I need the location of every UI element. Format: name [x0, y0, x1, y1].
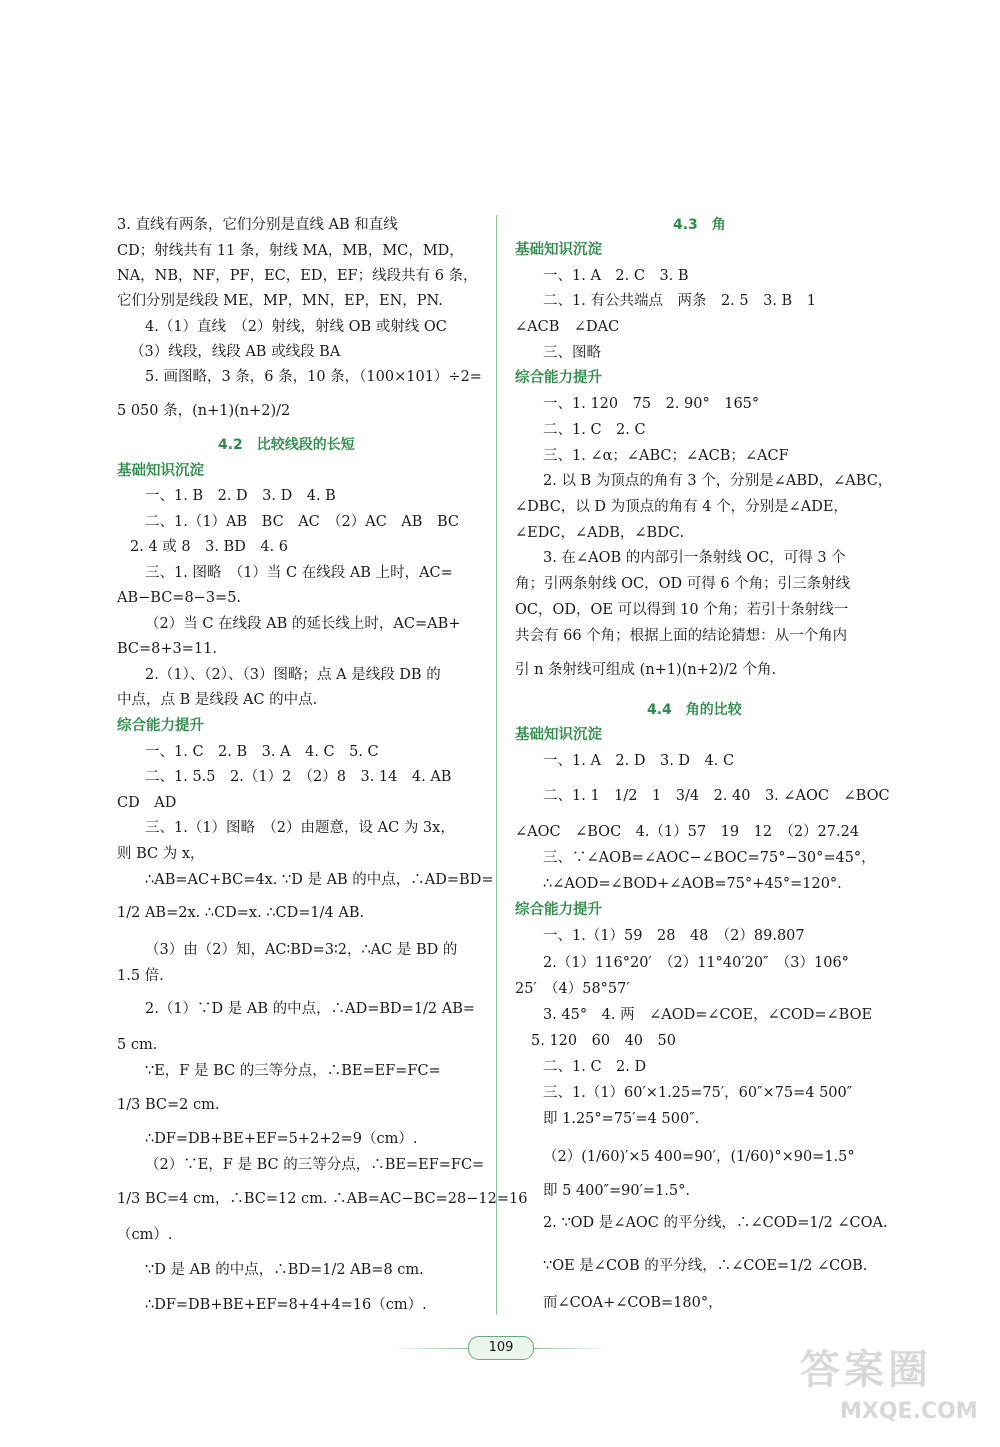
text-line: ∠AOC ∠BOC 4.（1）57 19 12 （2）27.24: [515, 824, 860, 840]
text-line: CD；射线共有 11 条，射线 MA，MB，MC，MD，: [117, 243, 464, 259]
section-heading: 综合能力提升: [515, 370, 602, 386]
text-line: 1/2 AB=2x. ∴CD=x. ∴CD=1/4 AB.: [117, 905, 365, 921]
chapter-heading: 4.2 比较线段的长短: [218, 437, 355, 453]
text-line: 4.（1）直线 （2）射线，射线 OB 或射线 OC: [145, 319, 447, 335]
text-line: （3）由（2）知，AC∶BD=3∶2，∴AC 是 BD 的: [145, 942, 458, 958]
text-line: ∠EDC，∠ADB，∠BDC.: [515, 525, 684, 541]
text-line: 5. 画图略，3 条，6 条，10 条，（100×101）÷2=: [145, 369, 482, 385]
text-line: 共会有 66 个角；根据上面的结论猜想：从一个角内: [515, 628, 848, 644]
text-line: 角；引两条射线 OC，OD 可得 6 个角；引三条射线: [515, 576, 851, 592]
text-line: 3. 直线有两条，它们分别是直线 AB 和直线: [117, 217, 398, 233]
section-heading: 基础知识沉淀: [515, 242, 602, 258]
text-line: 25′ （4）58°57′: [515, 981, 630, 997]
text-line: 二、1.（1）AB BC AC （2）AC AB BC: [145, 514, 459, 530]
text-line: 1.5 倍.: [117, 968, 164, 984]
text-line: 即 5 400″=90′=1.5°.: [543, 1183, 690, 1199]
text-line: CD AD: [117, 795, 177, 811]
text-line: OC，OD，OE 可以得到 10 个角；若引十条射线一: [515, 602, 849, 618]
text-line: 3. 45° 4. 两 ∠AOD=∠COE，∠COD=∠BOE: [543, 1007, 873, 1023]
text-line: 三、∵∠AOB=∠AOC−∠BOC=75°−30°=45°，: [543, 850, 876, 866]
text-line: 2. 以 B 为顶点的角有 3 个，分别是∠ABD，∠ABC，: [543, 473, 893, 489]
text-line: 一、1. C 2. B 3. A 4. C 5. C: [145, 744, 379, 760]
text-line: 一、1.（1）59 28 48 （2）89.807: [543, 928, 805, 944]
text-line: （2）∵E，F 是 BC 的三等分点，∴BE=EF=FC=: [145, 1157, 485, 1173]
text-line: 二、1. 1 1/2 1 3/4 2. 40 3. ∠AOC ∠BOC: [543, 788, 890, 804]
text-line: （2）当 C 在线段 AB 的延长线上时，AC=AB+: [145, 616, 461, 632]
text-line: 三、1.（1）60′×1.25=75′，60″×75=4 500″: [543, 1085, 853, 1101]
section-heading: 综合能力提升: [515, 902, 602, 918]
text-line: 1/3 BC=4 cm，∴BC=12 cm. ∴AB=AC−BC=28−12=16: [117, 1191, 528, 1207]
text-line: ∴∠AOD=∠BOD+∠AOB=75°+45°=120°.: [543, 876, 842, 892]
text-line: 三、1. 图略 （1）当 C 在线段 AB 上时，AC=: [145, 565, 453, 581]
watermark: [800, 1346, 990, 1436]
text-line: ∴DF=DB+BE+EF=8+4+4=16（cm）.: [145, 1297, 427, 1313]
text-line: （3）线段，线段 AB 或线段 BA: [130, 344, 341, 360]
text-line: ∠DBC，以 D 为顶点的角有 4 个，分别是∠ADE，: [515, 499, 848, 515]
text-line: 二、1. 5.5 2.（1）2 （2）8 3. 14 4. AB: [145, 769, 452, 785]
text-line: AB−BC=8−3=5.: [117, 590, 242, 606]
text-line: 而∠COA+∠COB=180°，: [543, 1295, 723, 1311]
text-line: 三、1. ∠α；∠ABC；∠ACB；∠ACF: [543, 448, 789, 464]
text-line: 则 BC 为 x，: [117, 846, 205, 862]
page-number: 109: [468, 1336, 534, 1360]
text-line: 2. ∵OD 是∠AOC 的平分线，∴∠COD=1/2 ∠COA.: [543, 1215, 888, 1231]
chapter-heading: 4.3 角: [673, 217, 726, 233]
watermark-bottom: MXQE.COM: [840, 1399, 978, 1424]
text-line: 5. 120 60 40 50: [531, 1033, 676, 1049]
text-line: 1/3 BC=2 cm.: [117, 1097, 220, 1113]
text-line: 2.（1）∵D 是 AB 的中点，∴AD=BD=1/2 AB=: [145, 1001, 476, 1017]
watermark-top: 答案圈: [800, 1347, 932, 1393]
column-divider: [496, 215, 497, 1315]
section-heading: 综合能力提升: [117, 718, 204, 734]
text-line: 3. 在∠AOB 的内部引一条射线 OC，可得 3 个: [543, 550, 846, 566]
text-line: 2. 4 或 8 3. BD 4. 6: [130, 539, 289, 555]
text-line: 三、图略: [543, 345, 601, 361]
text-line: 一、1. A 2. D 3. D 4. C: [543, 753, 735, 769]
text-line: 二、1. C 2. D: [543, 1059, 647, 1075]
text-line: （2）(1/60)′×5 400=90′，(1/60)°×90=1.5°: [543, 1149, 855, 1165]
text-line: （cm）.: [117, 1227, 173, 1243]
text-line: ∵D 是 AB 的中点，∴BD=1/2 AB=8 cm.: [145, 1262, 424, 1278]
text-line: 2.（1）、（2）、（3）图略；点 A 是线段 DB 的: [145, 667, 441, 683]
text-line: ∵OE 是∠COB 的平分线，∴∠COE=1/2 ∠COB.: [543, 1258, 868, 1274]
text-line: 它们分别是线段 ME，MP，MN，EP，EN，PN.: [117, 293, 443, 309]
section-heading: 基础知识沉淀: [117, 463, 204, 479]
text-line: 中点，点 B 是线段 AC 的中点.: [117, 692, 318, 708]
text-line: 二、1. 有公共端点 两条 2. 5 3. B 1: [543, 293, 816, 309]
text-line: 5 cm.: [117, 1037, 158, 1053]
text-line: 一、1. A 2. C 3. B: [543, 268, 689, 284]
text-line: 引 n 条射线可组成 (n+1)(n+2)/2 个角.: [515, 662, 777, 678]
text-line: 5 050 条，(n+1)(n+2)/2: [117, 403, 291, 419]
text-line: ∴DF=DB+BE+EF=5+2+2=9（cm）.: [145, 1131, 418, 1147]
section-heading: 基础知识沉淀: [515, 727, 602, 743]
text-line: NA，NB，NF，PF，EC，ED，EF；线段共有 6 条，: [117, 268, 478, 284]
text-line: ∴AB=AC+BC=4x. ∵D 是 AB 的中点，∴AD=BD=: [145, 872, 494, 888]
footer-rule-left: [390, 1348, 468, 1349]
text-line: 一、1. B 2. D 3. D 4. B: [145, 488, 336, 504]
footer-rule-right: [532, 1348, 610, 1349]
text-line: 即 1.25°=75′=4 500″.: [543, 1111, 700, 1127]
text-line: ∵E，F 是 BC 的三等分点，∴BE=EF=FC=: [145, 1063, 441, 1079]
chapter-heading: 4.4 角的比较: [647, 702, 742, 718]
text-line: 2.（1）116°20′ （2）11°40′20″ （3）106°: [543, 955, 849, 971]
text-line: BC=8+3=11.: [117, 641, 217, 657]
text-line: 二、1. C 2. C: [543, 422, 646, 438]
text-line: 三、1.（1）图略 （2）由题意，设 AC 为 3x，: [145, 820, 455, 836]
text-line: 一、1. 120 75 2. 90° 165°: [543, 396, 760, 412]
text-line: ∠ACB ∠DAC: [515, 319, 620, 335]
